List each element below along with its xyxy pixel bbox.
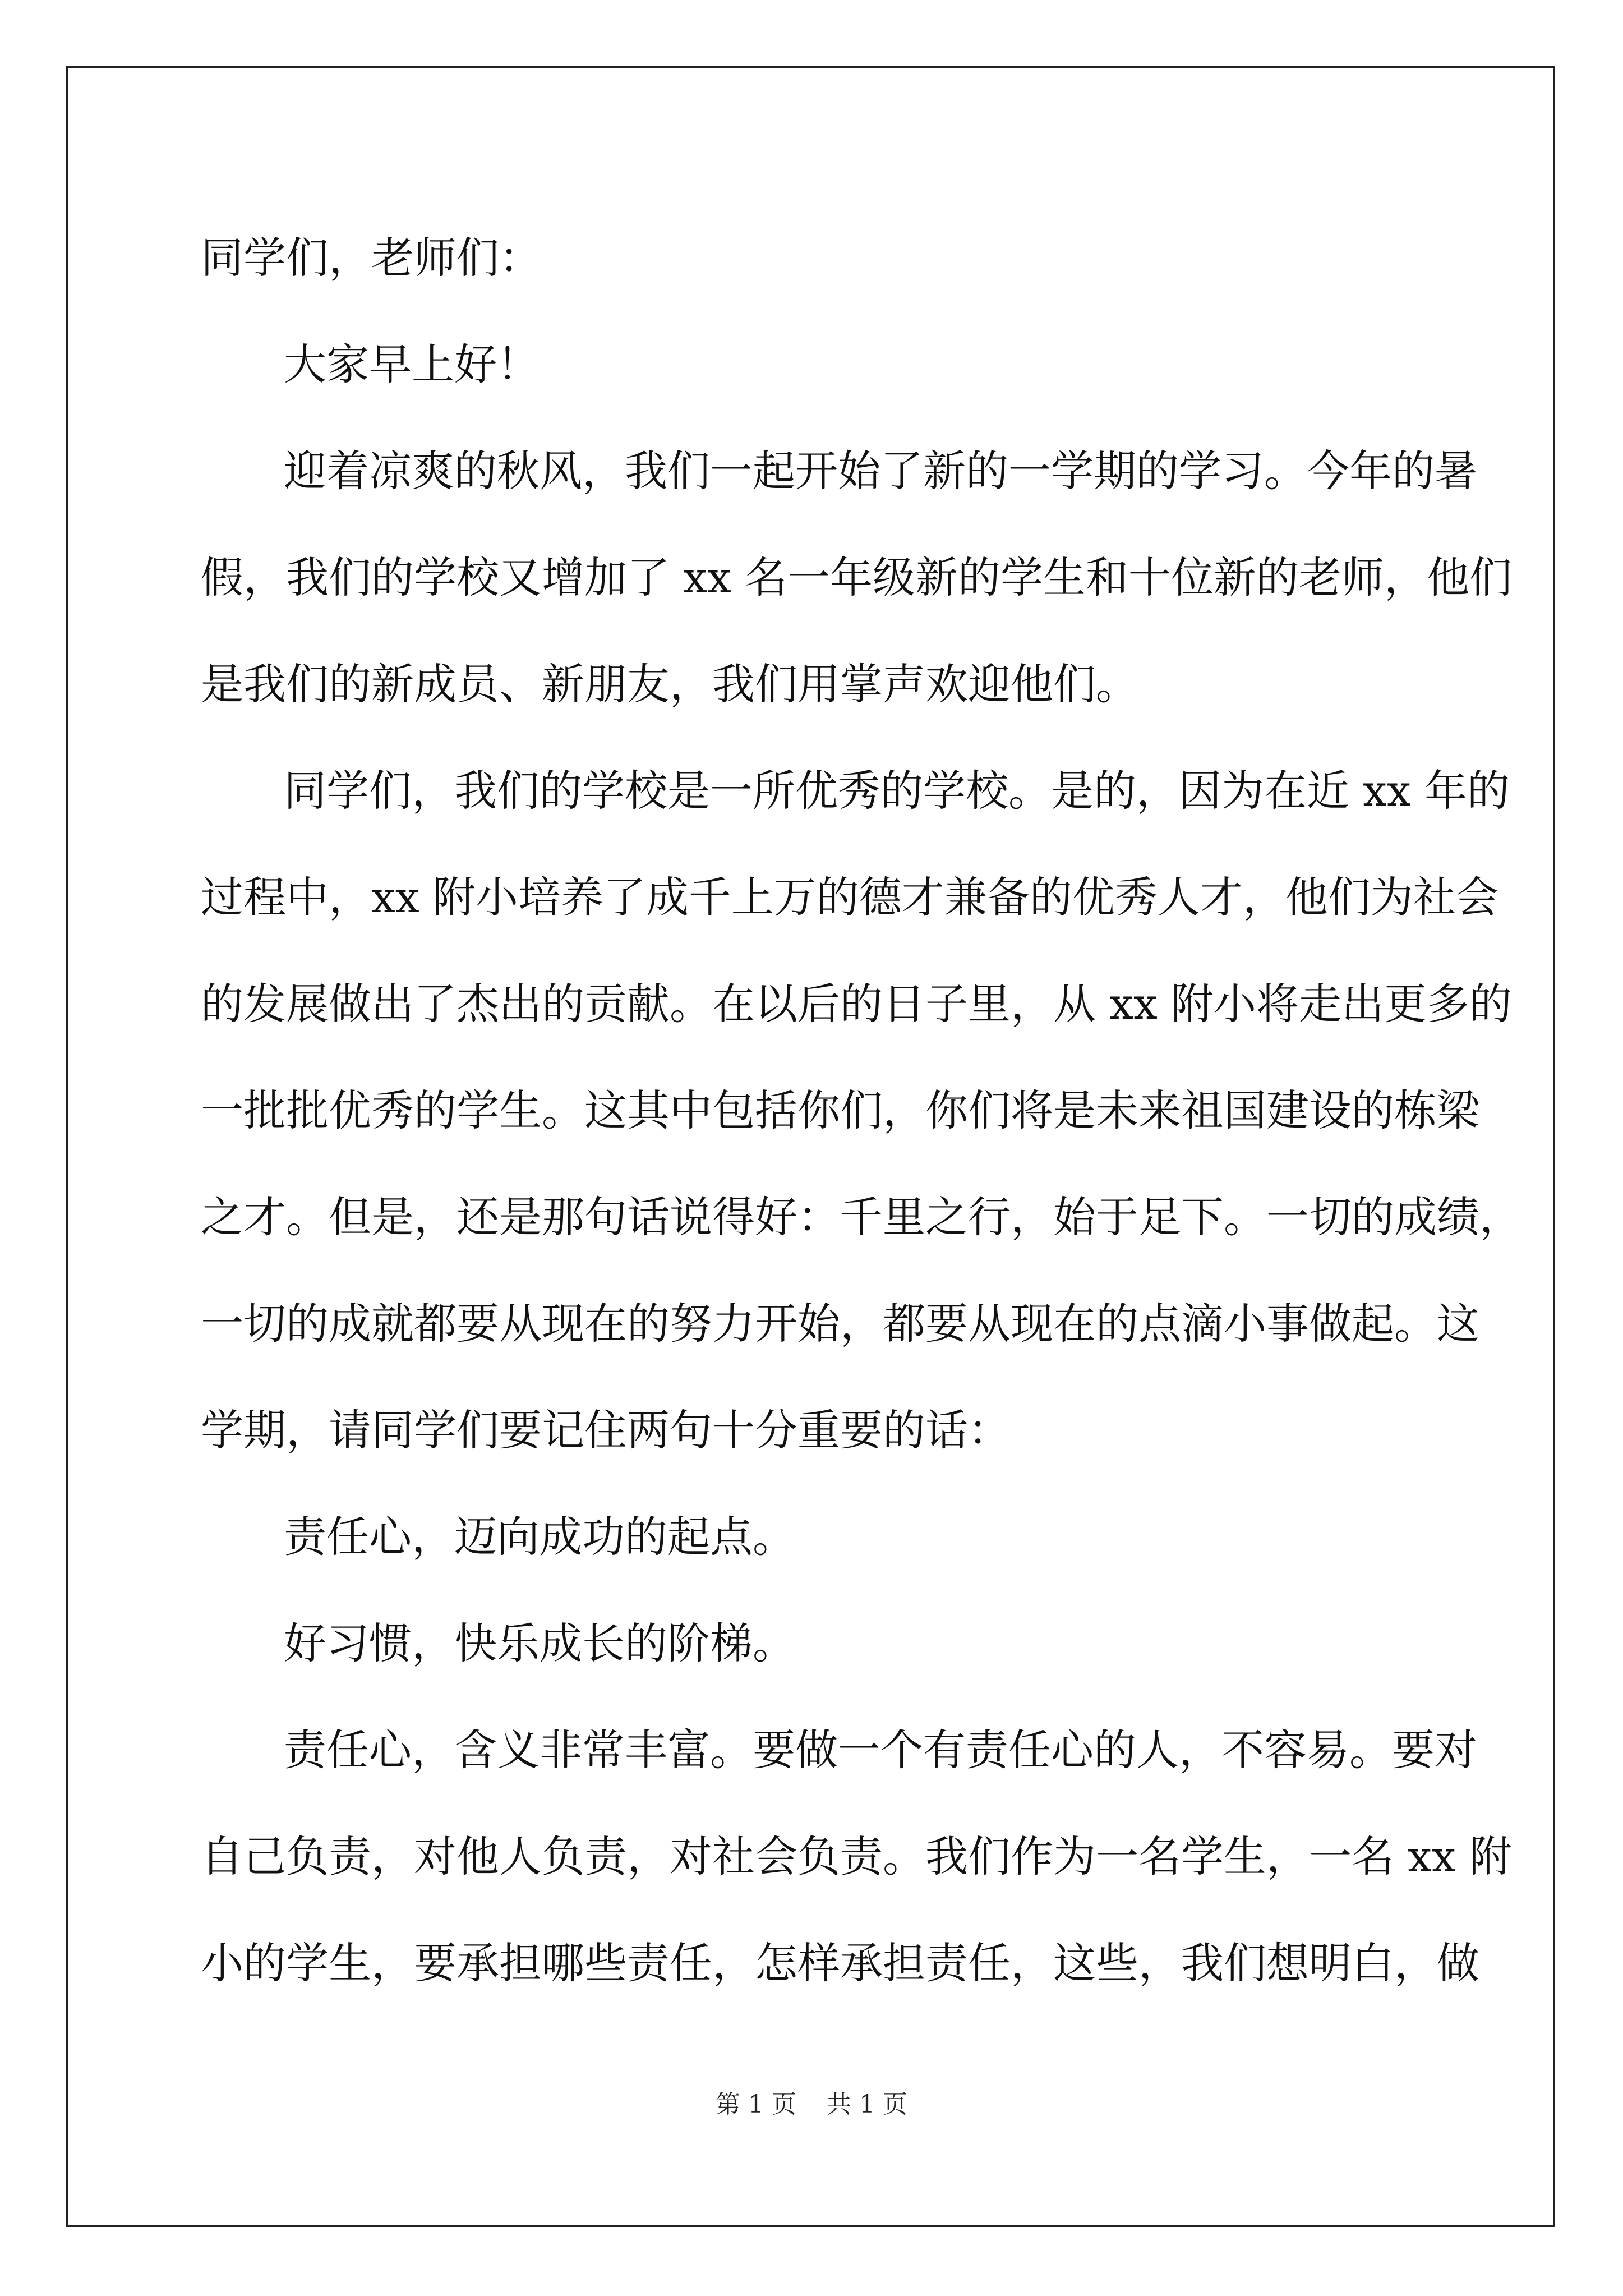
text-line: 假，我们的学校又增加了 xx 名一年级新的学生和十位新的老师，他们 bbox=[201, 553, 1513, 602]
text-line: 学期，请同学们要记住两句十分重要的话： bbox=[201, 1405, 1011, 1455]
text-line: 是我们的新成员、新朋友，我们用掌声欢迎他们。 bbox=[201, 659, 1138, 709]
text-line: 的发展做出了杰出的贡献。在以后的日子里，从 xx 附小将走出更多的 bbox=[201, 979, 1513, 1029]
text-line: 大家早上好！ bbox=[284, 339, 540, 389]
page-number: 第 1 页 bbox=[716, 2090, 796, 2119]
page-total: 共 1 页 bbox=[827, 2090, 907, 2119]
text-line: 自己负责，对他人负责，对社会负责。我们作为一名学生，一名 xx 附 bbox=[201, 1832, 1513, 1881]
text-line: 同学们，我们的学校是一所优秀的学校。是的，因为在近 xx 年的 bbox=[284, 766, 1510, 816]
text-line: 迎着凉爽的秋风，我们一起开始了新的一学期的学习。今年的暑 bbox=[284, 446, 1477, 496]
document-body bbox=[201, 205, 1522, 2017]
page-footer bbox=[0, 2088, 1623, 2122]
text-line: 过程中，xx 附小培养了成千上万的德才兼备的优秀人才，他们为社会 bbox=[201, 872, 1498, 922]
text-line: 同学们，老师们： bbox=[201, 233, 542, 283]
text-line: 责任心，迈向成功的起点。 bbox=[284, 1512, 795, 1562]
text-line: 之才。但是，还是那句话说得好：千里之行，始于足下。一切的成绩， bbox=[201, 1192, 1522, 1242]
text-line: 一批批优秀的学生。这其中包括你们，你们将是未来祖国建设的栋梁 bbox=[201, 1085, 1479, 1135]
text-line: 好习惯，快乐成长的阶梯。 bbox=[284, 1618, 795, 1668]
text-line: 小的学生，要承担哪些责任，怎样承担责任，这些，我们想明白，做 bbox=[201, 1938, 1479, 1988]
text-line: 一切的成就都要从现在的努力开始，都要从现在的点滴小事做起。这 bbox=[201, 1299, 1479, 1349]
text-line: 责任心，含义非常丰富。要做一个有责任心的人，不容易。要对 bbox=[284, 1725, 1477, 1775]
